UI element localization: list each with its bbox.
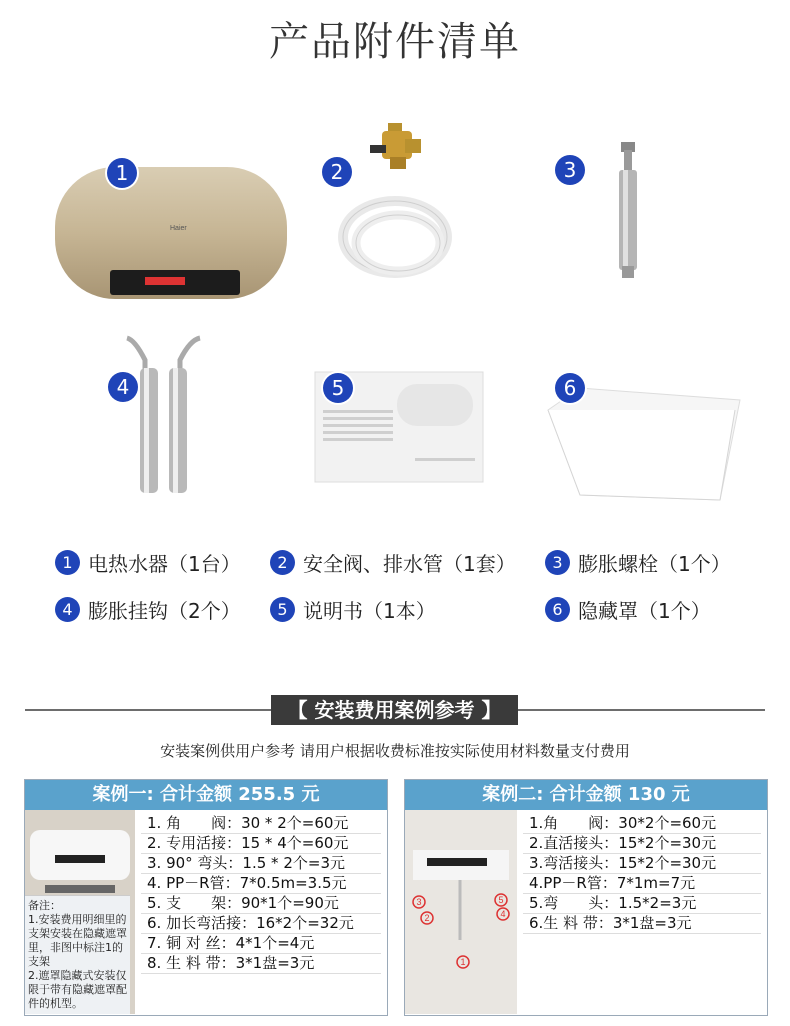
case-1-header: 案例一: 合计金额 255.5 元 (25, 780, 387, 810)
case-2-row: 4.PP－R管：7*1m=7元 (523, 874, 761, 894)
case-2-body (405, 810, 767, 1014)
legend-item-6 (545, 595, 711, 624)
legend-label: 隐藏罩（1个） (578, 599, 711, 623)
note-line: 2.遮罩隐藏式安装仅限于带有隐藏遮罩配件的机型。 (28, 969, 127, 1010)
case-2-header: 案例二: 合计金额 130 元 (405, 780, 767, 810)
photo-mark-3: 3 (416, 897, 422, 907)
legend-number: 4 (55, 597, 80, 622)
legend-item-5 (270, 595, 436, 624)
item-number: 4 (108, 372, 138, 402)
legend-number: 3 (545, 550, 570, 575)
item-number: 5 (323, 373, 353, 403)
legend-number: 6 (545, 597, 570, 622)
case-1-note (25, 895, 130, 1014)
legend-label: 说明书（1本） (303, 599, 436, 623)
case-1-row: 3. 90° 弯头：1.5 * 2个=3元 (141, 854, 381, 874)
brand-logo: Haier (170, 225, 187, 232)
case-2-row: 6.生 料 带：3*1盘=3元 (523, 914, 761, 934)
legend-item-1 (55, 548, 241, 577)
case-1-body (25, 810, 387, 1014)
item-number: 1 (107, 158, 137, 188)
case-1-row: 7. 铜 对 丝：4*1个=4元 (141, 934, 381, 954)
install-subtitle: 安装案例供用户参考 请用户根据收费标准按实际使用材料数量支付费用 (160, 742, 630, 760)
item-expansion-hooks (105, 330, 215, 500)
case-2-card (404, 779, 768, 1016)
legend-label: 膨胀挂钩（2个） (88, 599, 241, 623)
legend-item-4 (55, 595, 241, 624)
legend-label: 膨胀螺栓（1个） (578, 552, 731, 576)
case-2-row: 3.弯活接头：15*2个=30元 (523, 854, 761, 874)
case-1-card (24, 779, 388, 1016)
case-2-rows (523, 814, 761, 934)
case-2-row: 2.直活接头：15*2个=30元 (523, 834, 761, 854)
item-expansion-bolt (555, 140, 655, 290)
item-number: 3 (555, 155, 585, 185)
note-title: 备注： (28, 899, 61, 912)
photo-mark-4: 4 (500, 909, 506, 919)
item-number: 2 (322, 157, 352, 187)
photo-mark-1: 1 (460, 957, 466, 967)
legend-label: 电热水器（1台） (88, 552, 241, 576)
legend-item-2 (270, 548, 516, 577)
case-1-rows (141, 814, 381, 974)
photo-mark-2: 2 (424, 913, 430, 923)
case-2-row: 5.弯 头：1.5*2=3元 (523, 894, 761, 914)
case-2-row: 1.角 阀：30*2个=60元 (523, 814, 761, 834)
page-title: 产品附件清单 (269, 19, 521, 65)
item-number: 6 (555, 373, 585, 403)
legend-item-3 (545, 548, 731, 577)
legend-label: 安全阀、排水管（1套） (303, 552, 516, 576)
item-safety-valve (320, 115, 470, 295)
item-water-heater (50, 155, 290, 305)
photo-mark-5: 5 (498, 895, 504, 905)
case-1-row: 6. 加长弯活接：16*2个=32元 (141, 914, 381, 934)
valve-hose-image (320, 115, 470, 295)
case-1-row: 4. PP－R管：7*0.5m=3.5元 (141, 874, 381, 894)
case-1-row: 5. 支 架：90*1个=90元 (141, 894, 381, 914)
case-1-row: 1. 角 阀：30 * 2个=60元 (141, 814, 381, 834)
legend-number: 5 (270, 597, 295, 622)
legend-number: 1 (55, 550, 80, 575)
legend-number: 2 (270, 550, 295, 575)
case-1-row: 2. 专用活接：15 * 4个=60元 (141, 834, 381, 854)
case-2-photo (405, 810, 517, 1014)
install-banner: 【 安装费用案例参考 】 (271, 695, 518, 725)
water-heater-image (50, 155, 290, 305)
note-line: 1.安装费用明细里的支架安装在隐藏遮罩里，非图中标注1的支架 (28, 913, 127, 968)
item-manual (305, 370, 485, 485)
case-1-row: 8. 生 料 带：3*1盘=3元 (141, 954, 381, 974)
expansion-hooks-image (105, 330, 215, 500)
item-hidden-cover (540, 370, 750, 510)
